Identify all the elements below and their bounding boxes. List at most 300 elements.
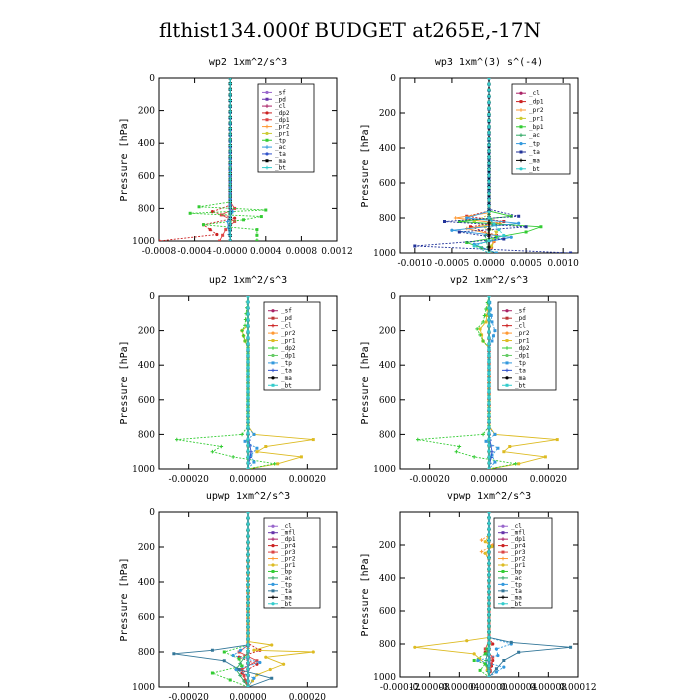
series-point-pr1 xyxy=(490,545,493,548)
series-point-dp2 xyxy=(514,462,518,466)
series-point-bt xyxy=(487,613,490,616)
y-tick-label: 1000 xyxy=(132,465,155,475)
legend-entry: _cl xyxy=(275,103,286,111)
x-tick-label: 0.00020 xyxy=(529,475,567,485)
y-tick-label: 600 xyxy=(137,613,155,623)
series-point-bt xyxy=(246,661,249,664)
series-point-bt xyxy=(487,101,490,104)
series-point-bt xyxy=(247,300,250,303)
series-point-bt xyxy=(487,239,490,242)
x-tick-label: 0.0012 xyxy=(321,247,353,257)
series-point-bt xyxy=(488,462,491,465)
series-point-ta xyxy=(413,245,416,248)
series-point-legend xyxy=(271,544,274,547)
series-point-bt xyxy=(247,324,250,327)
y-axis-label: Pressure [hPa] xyxy=(119,557,130,642)
series-point-tp xyxy=(495,647,498,650)
series-point-bt xyxy=(247,330,250,333)
y-tick-label: 800 xyxy=(137,648,155,658)
series-point-bt xyxy=(487,584,490,587)
series-point-bt xyxy=(487,89,490,92)
series-point-bt xyxy=(487,653,490,656)
legend-entry: _tp xyxy=(511,581,522,589)
series-point-bt xyxy=(487,539,490,542)
legend-entry: _bt xyxy=(515,382,526,390)
legend-entry: _sf xyxy=(275,89,286,97)
series-point-bt xyxy=(487,601,490,604)
series-point-legend xyxy=(502,551,505,554)
legend-entry: _pr2 xyxy=(281,555,296,563)
x-tick-label: 0.00000 xyxy=(470,475,508,485)
legend xyxy=(494,518,552,608)
legend-entry: _dp1 xyxy=(281,352,296,360)
x-tick-label: -0.00020 xyxy=(409,475,450,485)
series-point-pr1 xyxy=(282,663,285,666)
series-point-legend xyxy=(505,354,508,357)
series-point-bt xyxy=(487,545,490,548)
series-point-tp xyxy=(239,649,242,652)
legend-entry: _bp1 xyxy=(529,123,544,131)
legend-entry: _ac xyxy=(511,574,522,582)
series-point-bt xyxy=(487,125,490,128)
panel-title: wp3 1xm^(3) s^(-4) xyxy=(434,57,544,68)
series-point-legend xyxy=(265,132,268,135)
series-point-dp2 xyxy=(211,450,215,454)
legend-entry: _ac xyxy=(275,144,286,152)
series-point-bt xyxy=(488,336,491,339)
series-point-bt xyxy=(246,565,249,568)
series-point-pr1 xyxy=(276,462,279,465)
series-point-legend xyxy=(519,92,522,95)
series-point-tp xyxy=(255,240,258,243)
legend-entry: _cl xyxy=(529,90,540,98)
series-point-bt xyxy=(246,510,249,513)
series-point-ta xyxy=(223,659,226,662)
legend-entry: _pd xyxy=(281,315,292,323)
legend-entry: _pr1 xyxy=(281,562,296,569)
legend xyxy=(498,302,556,390)
series-point-bt xyxy=(246,685,249,688)
y-tick-label: 0 xyxy=(149,74,155,84)
series-point-bt xyxy=(247,318,250,321)
series-point-bt xyxy=(488,295,491,298)
legend-entry: _ta xyxy=(281,367,292,375)
series-point-bt xyxy=(487,664,490,667)
x-tick-label: 0.0000 xyxy=(473,259,505,269)
figure-title: flthist134.000f BUDGET at265E,-17N xyxy=(158,18,542,42)
legend xyxy=(258,84,314,172)
legend-entry: _dp1 xyxy=(511,536,526,544)
series-point-legend xyxy=(272,589,275,592)
series-point-bt xyxy=(488,384,491,387)
x-tick-label: -0.0000 xyxy=(212,247,248,257)
series-point-tp xyxy=(517,222,520,225)
series-point-pr1 xyxy=(544,455,547,458)
series-point-bt xyxy=(487,216,490,219)
series-point-bt xyxy=(247,312,250,315)
series-point-legend xyxy=(271,602,274,605)
series-point-bt xyxy=(487,527,490,530)
series-point-ta xyxy=(249,450,253,454)
series-point-legend xyxy=(266,98,269,101)
series-point-bt xyxy=(487,162,490,165)
series-point-bt xyxy=(488,312,491,315)
legend-entry: _pr1 xyxy=(515,337,530,345)
series-point-tp xyxy=(476,659,479,662)
legend-entry: _sf xyxy=(281,307,292,315)
series-point-pr1 xyxy=(264,445,267,448)
series-point-bt xyxy=(487,675,490,678)
chart-panel-4 xyxy=(360,275,578,485)
legend-entry: _bt xyxy=(275,164,286,172)
series-point-bt xyxy=(487,550,490,553)
legend-entry: _bt xyxy=(529,165,540,173)
x-tick-label: 0.00000 xyxy=(229,693,267,700)
series-point-legend xyxy=(505,331,508,334)
legend-entry: _mfl xyxy=(511,529,526,537)
series-point-legend xyxy=(519,167,522,170)
legend-entry: _ta xyxy=(529,149,540,156)
series-point-legend xyxy=(502,589,505,592)
series-line-dp2 xyxy=(177,296,275,469)
legend-entry: _pd xyxy=(515,315,526,323)
series-point-legend xyxy=(519,117,522,120)
series-point-bt xyxy=(487,210,490,213)
series-point-legend xyxy=(505,309,508,312)
series-point-tp xyxy=(255,234,258,237)
series-point-pr1 xyxy=(495,230,498,233)
legend-entry: _pr1 xyxy=(511,562,526,569)
series-point-bt xyxy=(246,637,249,640)
legend-entry: _ta xyxy=(275,150,286,158)
series-point-legend xyxy=(272,570,275,573)
series-point-bt xyxy=(497,228,500,231)
series-point-ta xyxy=(495,667,498,670)
series-point-ta xyxy=(443,220,446,223)
series-point-legend xyxy=(265,152,268,155)
series-point-bt xyxy=(247,390,250,393)
series-point-bt xyxy=(246,535,249,538)
series-point-bp xyxy=(479,669,482,672)
series-group xyxy=(157,76,267,243)
series-point-bt xyxy=(247,432,250,435)
series-point-bt xyxy=(246,583,249,586)
x-tick-label: 0.0010 xyxy=(547,259,579,269)
series-point-legend xyxy=(271,331,274,334)
series-point-dp1 xyxy=(224,228,227,231)
y-tick-label: 0 xyxy=(390,74,396,84)
series-point-pr1 xyxy=(312,438,315,441)
series-point-bt xyxy=(247,438,250,441)
series-point-bt xyxy=(488,378,491,381)
series-point-bt xyxy=(488,342,491,345)
series-point-bt xyxy=(247,378,250,381)
y-tick-label: 200 xyxy=(378,109,396,119)
series-point-ta xyxy=(510,641,513,644)
series-point-legend xyxy=(272,531,275,534)
series-point-tp xyxy=(255,228,258,231)
legend xyxy=(264,518,320,608)
legend-entry: _pr3 xyxy=(511,549,526,557)
series-point-ta xyxy=(490,450,494,454)
series-point-ta xyxy=(525,225,528,228)
series-point-tp xyxy=(242,218,245,221)
series-point-ta xyxy=(172,652,175,655)
series-point-tp xyxy=(490,320,493,323)
legend-entry: _pr1 xyxy=(275,130,290,138)
series-point-bt xyxy=(488,318,491,321)
series-point-pr1 xyxy=(502,450,505,453)
series-point-pr1 xyxy=(484,552,487,555)
y-axis-label: Pressure [hPa] xyxy=(360,340,371,425)
series-point-bt xyxy=(488,390,491,393)
series-point-tp xyxy=(502,666,505,669)
series-point-bt xyxy=(473,244,476,247)
series-point-bt xyxy=(247,372,250,375)
series-point-bt xyxy=(247,342,250,345)
series-point-bt xyxy=(487,198,490,201)
series-point-bt xyxy=(247,402,250,405)
series-point-tp xyxy=(496,654,499,657)
legend-entry: _ma xyxy=(511,594,522,602)
series-point-bt xyxy=(488,300,491,303)
series-point-dp2 xyxy=(472,455,476,459)
series-point-bt xyxy=(246,516,249,519)
series-point-pr1 xyxy=(556,438,559,441)
x-tick-label: 0.00004 xyxy=(500,683,538,693)
series-point-bt xyxy=(246,649,249,652)
series-point-dp2 xyxy=(458,445,462,449)
series-point-bt xyxy=(247,456,250,459)
y-tick-label: 800 xyxy=(137,430,155,441)
y-tick-label: 800 xyxy=(378,640,396,650)
series-point-legend xyxy=(272,317,275,320)
series-point-tp xyxy=(258,661,261,664)
series-point-bt xyxy=(246,625,249,628)
series-point-tp xyxy=(493,433,496,436)
series-point-tp xyxy=(232,654,235,657)
series-point-bt xyxy=(246,595,249,598)
series-point-legend xyxy=(272,339,275,342)
legend-entry: _ac xyxy=(529,132,540,140)
legend-entry: _tp xyxy=(275,137,286,145)
panel-title: wp2 1xm^2/s^3 xyxy=(208,57,288,68)
series-point-dp2 xyxy=(231,455,235,459)
series-point-bt xyxy=(487,607,490,610)
series-point-legend xyxy=(506,339,509,342)
series-point-bt xyxy=(487,107,490,110)
series-point-pr2 xyxy=(480,550,484,554)
series-point-bp xyxy=(229,679,232,682)
series-point-bt xyxy=(487,204,490,207)
series-point-legend xyxy=(271,563,274,566)
series-point-bp xyxy=(211,672,214,675)
series-point-tp xyxy=(450,229,453,232)
series-point-bt xyxy=(488,432,491,435)
series-point-bt xyxy=(246,589,249,592)
panel-title: up2 1xm^2/s^3 xyxy=(208,275,288,286)
series-point-ac xyxy=(484,659,488,663)
legend-entry: _tp xyxy=(529,140,540,148)
y-tick-label: 600 xyxy=(137,395,155,406)
series-point-bt xyxy=(488,354,491,357)
legend-entry: _pr1 xyxy=(529,115,544,123)
series-point-bt xyxy=(502,234,505,237)
legend-entry: _ta xyxy=(515,367,526,375)
legend-entry: _pr2 xyxy=(515,330,530,338)
series-point-dp2 xyxy=(273,462,277,466)
x-tick-label: 0.00012 xyxy=(559,683,597,693)
series-point-tp xyxy=(492,334,495,337)
legend-entry: _bp xyxy=(511,568,522,576)
series-point-legend xyxy=(271,583,274,586)
legend-entry: _pr2 xyxy=(275,123,290,131)
series-point-pr2 xyxy=(454,216,458,220)
series-point-bt xyxy=(488,426,491,429)
series-point-tp xyxy=(493,329,496,332)
series-point-pr1 xyxy=(270,643,273,646)
series-point-bt xyxy=(487,119,490,122)
series-point-pr1 xyxy=(269,668,272,671)
series-point-bt xyxy=(487,533,490,536)
series-point-bt xyxy=(487,670,490,673)
x-tick-label: 0.00000 xyxy=(229,475,267,485)
series-point-bt xyxy=(247,336,250,339)
series-point-bt xyxy=(487,251,490,254)
series-point-bt xyxy=(487,556,490,559)
series-point-ta xyxy=(238,668,241,671)
y-tick-label: 400 xyxy=(137,361,155,372)
y-tick-label: 400 xyxy=(378,361,396,372)
y-tick-label: 1000 xyxy=(132,683,155,693)
series-point-tp xyxy=(490,339,493,342)
y-tick-label: 400 xyxy=(378,144,396,154)
series-point-pr1 xyxy=(485,320,488,323)
series-point-legend xyxy=(502,531,505,534)
series-point-bt xyxy=(246,673,249,676)
legend-entry: _ma xyxy=(515,374,526,382)
series-point-tp xyxy=(202,223,205,226)
y-tick-label: 200 xyxy=(378,326,396,337)
legend-entry: _pr2 xyxy=(281,330,296,338)
series-point-bt xyxy=(487,522,490,525)
legend-entry: _tp xyxy=(281,359,292,367)
legend-entry: _pr1 xyxy=(281,337,296,345)
series-line-ac xyxy=(236,512,248,687)
series-point-bt xyxy=(247,450,250,453)
series-point-legend xyxy=(506,317,509,320)
y-tick-label: 400 xyxy=(137,578,155,588)
series-point-bt xyxy=(488,396,491,399)
series-point-legend xyxy=(519,142,522,145)
series-point-bt xyxy=(247,306,250,309)
series-line-bp xyxy=(212,512,248,687)
series-point-legend xyxy=(501,563,504,566)
y-tick-label: 200 xyxy=(378,541,396,551)
series-point-bt xyxy=(247,468,250,471)
x-tick-label: -0.00020 xyxy=(168,475,209,485)
y-tick-label: 600 xyxy=(378,395,396,406)
series-point-legend xyxy=(271,354,274,357)
series-point-tp xyxy=(264,209,267,212)
y-tick-label: 400 xyxy=(137,139,155,150)
legend-entry: _cl xyxy=(515,322,526,330)
series-point-bt xyxy=(487,137,490,140)
series-point-bt xyxy=(487,630,490,633)
series-point-ta xyxy=(270,677,273,680)
series-point-ta xyxy=(211,649,214,652)
legend-entry: _tp xyxy=(281,581,292,589)
series-point-legend xyxy=(272,384,275,387)
series-point-ta xyxy=(458,231,461,234)
series-point-bt xyxy=(487,658,490,661)
series-point-bt xyxy=(247,420,250,423)
series-point-ta xyxy=(502,659,505,662)
series-point-ta xyxy=(502,238,505,241)
x-tick-label: 0.00008 xyxy=(529,683,567,693)
series-point-bt xyxy=(487,636,490,639)
legend-entry: _cl xyxy=(511,523,522,531)
series-point-bt xyxy=(487,516,490,519)
series-point-tp xyxy=(189,212,192,215)
series-point-bt xyxy=(487,647,490,650)
x-tick-label: -0.0010 xyxy=(397,259,433,269)
legend-entry: _pr2 xyxy=(529,107,544,114)
series-point-bt xyxy=(487,567,490,570)
series-point-bt xyxy=(246,679,249,682)
series-point-legend xyxy=(266,139,269,142)
series-point-bt xyxy=(488,306,491,309)
legend-entry: _ma xyxy=(281,374,292,382)
series-point-legend xyxy=(502,570,505,573)
y-axis-label: Pressure [hPa] xyxy=(119,117,130,202)
series-point-bt xyxy=(487,596,490,599)
series-point-tp xyxy=(496,447,499,450)
series-point-bt xyxy=(247,295,250,298)
series-point-bp xyxy=(473,659,476,662)
y-tick-label: 1000 xyxy=(373,465,396,475)
series-point-dp2 xyxy=(220,445,224,449)
series-point-tp xyxy=(465,216,468,219)
series-point-pr1 xyxy=(465,639,468,642)
y-tick-label: 600 xyxy=(378,607,396,617)
series-line-pr1 xyxy=(415,512,492,677)
series-point-legend xyxy=(265,111,268,114)
panel-title: vp2 1xm^2/s^3 xyxy=(449,275,529,286)
series-point-tp xyxy=(260,215,263,218)
series-point-dp2 xyxy=(215,233,218,236)
x-tick-label: -0.0005 xyxy=(434,259,470,269)
x-tick-label: -0.00008 xyxy=(409,683,450,693)
legend-entry: _sf xyxy=(515,307,526,315)
series-point-legend xyxy=(272,361,275,364)
x-tick-label: 0.00020 xyxy=(288,693,326,700)
series-point-pr4 xyxy=(491,642,494,645)
series-point-bt xyxy=(488,348,491,351)
series-point-bt xyxy=(488,402,491,405)
series-point-bt xyxy=(488,372,491,375)
series-point-legend xyxy=(520,151,523,154)
legend-entry: _pr3 xyxy=(281,549,296,557)
legend-entry: _tp xyxy=(515,359,526,367)
series-point-bt xyxy=(487,76,490,79)
series-point-dp1 xyxy=(218,240,221,243)
series-point-bt xyxy=(247,360,250,363)
legend xyxy=(512,84,570,174)
y-axis-label: Pressure [hPa] xyxy=(360,552,371,637)
x-tick-label: 0.00020 xyxy=(288,475,326,485)
series-point-bt xyxy=(487,156,490,159)
